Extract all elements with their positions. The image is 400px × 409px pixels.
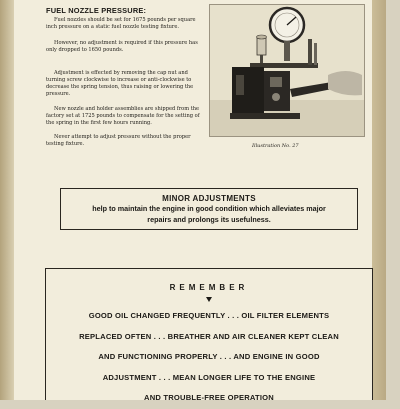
remember-line-5: AND TROUBLE-FREE OPERATION <box>144 393 274 402</box>
page-edge-left <box>0 0 14 400</box>
remember-text <box>46 306 372 409</box>
remember-line-2: REPLACED OFTEN . . . BREATHER AND AIR CLEANER KEPT CLEAN <box>79 331 339 341</box>
illustration-caption: Illustration No. 27 <box>252 143 299 149</box>
remember-line-4: ADJUSTMENT . . . MEAN LONGER LIFE TO THE ENGINE <box>102 372 316 382</box>
nozzle-testing-fixture-photo <box>209 4 365 137</box>
minor-adjustments-title: MINOR ADJUSTMENTS <box>162 194 256 203</box>
fuel-paragraph-3: Adjustment is effected by removing the cap nut and turning screw clockwise to increase or anti-clockwise to decrease the spring tension, thus raising or lowering the pressure. <box>46 70 194 97</box>
fuel-paragraph-2: However, no adjustment is required if this pressure has only dropped to 1650 pounds. <box>46 40 198 53</box>
fuel-paragraph-5: Never attempt to adjust pressure without the proper testing fixture. <box>46 134 191 147</box>
minor-adjustments-line-1: help to maintain the engine in good condition which alleviates major <box>92 204 326 213</box>
minor-adjustments-box <box>60 188 358 230</box>
page-binding <box>372 0 386 400</box>
fuel-paragraph-4: New nozzle and holder assemblies are shipped from the factory set at 1725 pounds to compensate for the setting of the spring in the first few hours running. <box>46 106 200 126</box>
fuel-paragraph-1: Fuel nozzles should be set for 1675 pounds per square inch pressure on a static fuel nozzle testing fixture. <box>46 17 196 30</box>
remember-title: REMEMBER <box>169 283 249 292</box>
remember-line-3: AND FUNCTIONING PROPERLY . . . AND ENGINE IN GOOD <box>98 352 320 361</box>
fuel-nozzle-heading: FUEL NOZZLE PRESSURE: <box>46 6 147 15</box>
remember-line-1: GOOD OIL CHANGED FREQUENTLY . . . OIL FILTER ELEMENTS <box>88 311 330 320</box>
minor-adjustments-line-2: repairs and prolongs its usefulness. <box>147 215 271 224</box>
nozzle-fixture-illustration <box>210 5 364 136</box>
down-triangle-icon <box>206 297 212 302</box>
remember-box <box>45 268 373 400</box>
